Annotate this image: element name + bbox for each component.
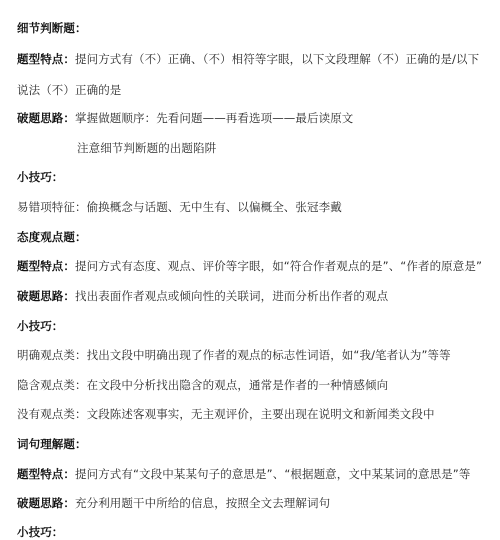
detail-approach-line — [17, 110, 353, 126]
sentence-features-line — [17, 466, 470, 482]
tips1-label: 易错项特征： — [17, 200, 87, 214]
attitude-approach-line — [17, 288, 388, 304]
attitude-features-line — [17, 258, 482, 274]
section-title-tips-3: 小技巧： — [17, 525, 64, 539]
tips2-none-text: 文段陈述客观事实，无主观评价，主要出现在说明文和新闻类文段中 — [86, 407, 435, 421]
attitude-features-text: 提问方式有态度、观点、评价等字眼，如“符合作者观点的是”、“作者的原意是” — [75, 259, 483, 273]
tips2-explicit-label: 明确观点类： — [17, 348, 87, 362]
tips2-implicit-line — [17, 377, 388, 393]
section-title-attitude: 态度观点题： — [17, 230, 87, 244]
tips2-none-label: 没有观点类： — [17, 407, 87, 421]
tips1-line — [17, 199, 342, 215]
detail-approach-text: 掌握做题顺序：先看问题——再看选项——最后读原文 — [75, 111, 354, 125]
sentence-features-label: 题型特点： — [17, 467, 75, 481]
tips2-implicit-text: 在文段中分析找出隐含的观点，通常是作者的一种情感倾向 — [86, 378, 389, 392]
section-title-tips-1: 小技巧： — [17, 170, 64, 184]
attitude-approach-label: 破题思路： — [17, 289, 75, 303]
sentence-features-text: 提问方式有“文段中某某句子的意思是”、“根据题意，文中某某词的意思是”等 — [75, 467, 471, 481]
detail-features-label: 题型特点： — [17, 52, 75, 66]
tips2-explicit-text: 找出文段中明确出现了作者的观点的标志性词语，如“我/笔者认为”等等 — [86, 348, 451, 362]
section-title-detail: 细节判断题： — [17, 21, 87, 35]
section-title-tips-2: 小技巧： — [17, 319, 64, 333]
tips2-implicit-label: 隐含观点类： — [17, 378, 87, 392]
detail-features-continuation: 说法（不）正确的是 — [17, 83, 122, 97]
detail-approach-note: 注意细节判断题的出题陷阱 — [77, 141, 217, 155]
tips1-text: 偷换概念与话题、无中生有、以偏概全、张冠李戴 — [86, 200, 342, 214]
sentence-approach-text: 充分利用题干中所给的信息，按照全文去理解词句 — [75, 496, 331, 510]
detail-approach-label: 破题思路： — [17, 111, 75, 125]
section-title-sentence: 词句理解题： — [17, 437, 87, 451]
attitude-features-label: 题型特点： — [17, 259, 75, 273]
tips2-explicit-line — [17, 347, 451, 363]
attitude-approach-text: 找出表面作者观点或倾向性的关联词，进而分析出作者的观点 — [75, 289, 389, 303]
sentence-approach-line — [17, 495, 330, 511]
tips2-none-line — [17, 406, 435, 422]
detail-features-text: 提问方式有（不）正确、（不）相符等字眼，以下文段理解（不）正确的是/以下 — [75, 52, 480, 66]
detail-features-line — [17, 51, 479, 67]
sentence-approach-label: 破题思路： — [17, 496, 75, 510]
